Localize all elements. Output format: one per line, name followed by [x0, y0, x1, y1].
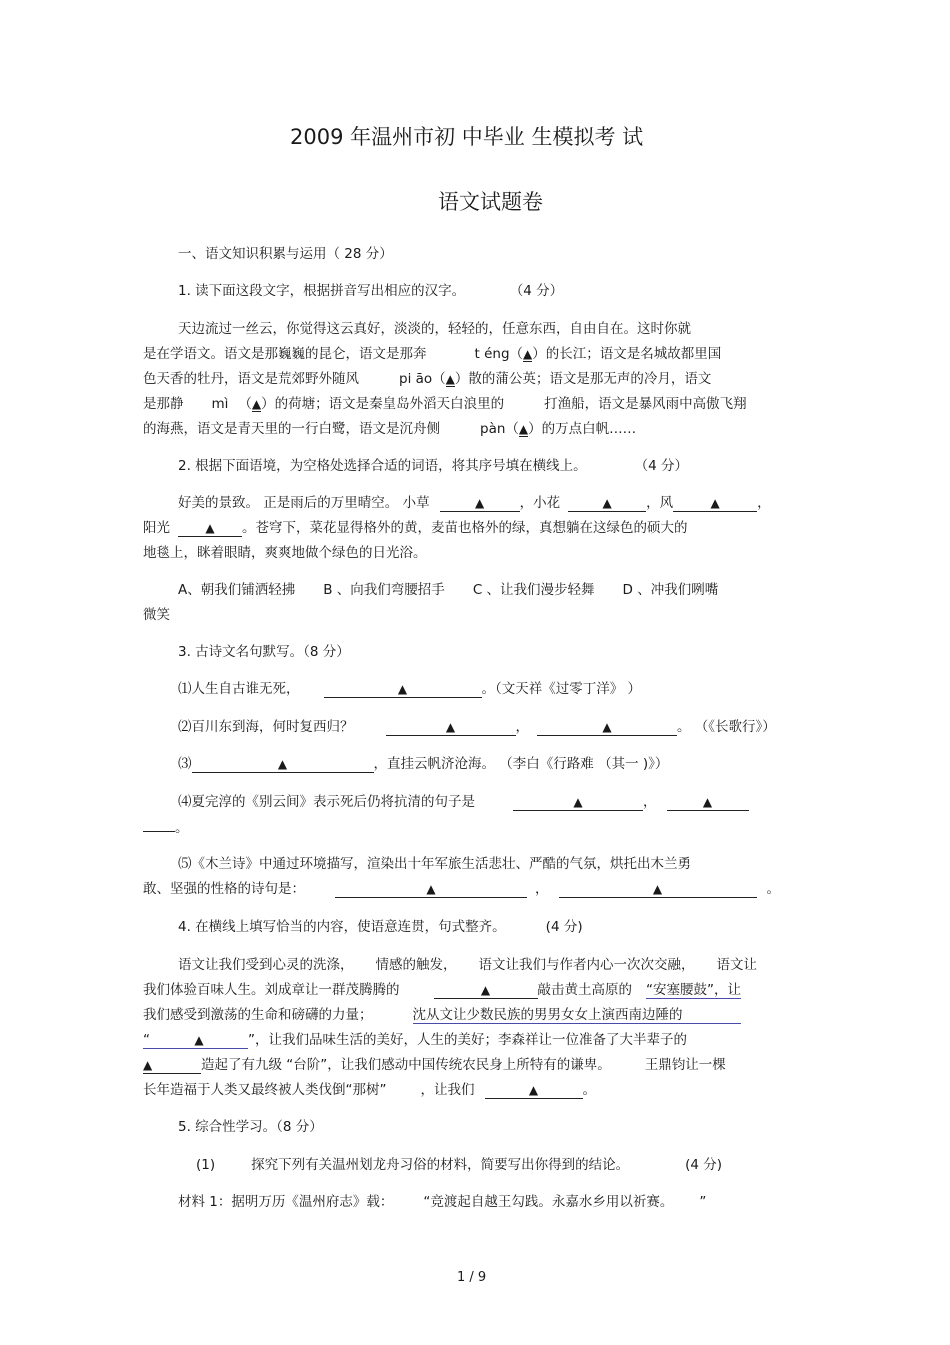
- q4-line-3: 我们感受到激荡的生命和磅礴的力量； 沈从文让少数民族的男男女女上演西南边陲的: [143, 1006, 741, 1024]
- q5-material-1: 材料 1：据明万历《温州府志》载： “竞渡起自越王勾践。永嘉水乡用以祈赛。 ”: [178, 1194, 707, 1210]
- fill-blank[interactable]: ▲: [386, 720, 516, 736]
- q2-line-2: 阳光 ▲ 。苍穹下，菜花显得格外的黄，麦苗也格外的绿，真想躺在这绿色的硕大的: [143, 520, 688, 536]
- fill-blank[interactable]: ▲: [178, 521, 242, 537]
- q1-stem-text: 1. 读下面这段文字，根据拼音写出相应的汉字。: [178, 283, 466, 299]
- q3-item-4: ⑷夏完淳的《别云间》表示死后仍将抗清的句子是 ▲ ， ▲: [178, 793, 749, 811]
- q3-item-5-cont: 敢、坚强的性格的诗句是： ▲ ， ▲ 。: [143, 881, 780, 897]
- option-d-cont: 微笑: [143, 607, 170, 623]
- fill-blank[interactable]: ▲: [559, 882, 757, 898]
- q5-sub-1-score: (4 分): [685, 1157, 723, 1173]
- question-5-stem: 5. 综合性学习。（8 分）: [178, 1119, 323, 1135]
- fill-blank[interactable]: ▲: [150, 1033, 248, 1049]
- q1-line-1: 天边流过一丝云，你觉得这云真好，淡淡的，轻轻的，任意东西，自由自在。这时你就: [178, 321, 691, 337]
- q5-sub-1: (1) 探究下列有关温州划龙舟习俗的材料，简要写出你得到的结论。 (4 分): [196, 1157, 723, 1173]
- pinyin-4: pàn: [480, 421, 506, 437]
- q3-item-4-cont: 。: [143, 819, 189, 837]
- q1-line-2: 是在学语文。语文是那巍巍的昆仑，语文是那奔 t éng（▲）的长江；语文是名城故都里国: [143, 346, 722, 362]
- pinyin-1: t éng: [474, 346, 510, 362]
- fill-blank[interactable]: ▲: [335, 882, 527, 898]
- pinyin-2: pi āo: [399, 371, 433, 387]
- option-c: C 、让我们漫步轻舞: [472, 582, 595, 598]
- fill-blank[interactable]: ▲: [673, 496, 757, 512]
- fill-blank[interactable]: ▲: [143, 1058, 201, 1074]
- fill-blank[interactable]: ▲: [485, 1083, 583, 1099]
- q3-item-3: ⑶ ▲ ，直挂云帆济沧海。 （李白《行路难 （其一 )》）: [178, 756, 669, 772]
- question-2-stem: 2. 根据下面语境，为空格处选择合适的词语，将其序号填在横线上。 （4 分）: [178, 458, 689, 474]
- q4-line-6: 长年造福于人类又最终被人类伐倒“那树” ，让我们 ▲ 。: [143, 1082, 596, 1098]
- q1-score: （4 分）: [509, 283, 564, 299]
- q4-line-4: “ ▲ ”，让我们品味生活的美好，人生的美好；李森祥让一位准备了大半辈子的: [143, 1032, 687, 1048]
- q2-score: （4 分）: [634, 458, 689, 474]
- fill-blank[interactable]: ▲: [440, 496, 520, 512]
- q2-line-3: 地毯上，眯着眼睛，爽爽地做个绿色的日光浴。: [143, 545, 427, 561]
- option-b: B 、向我们弯腰招手: [323, 582, 445, 598]
- question-3-stem: 3. 古诗文名句默写。（8 分）: [178, 644, 350, 660]
- page-number: 1 / 9: [457, 1270, 487, 1285]
- q1-line-5: 的海燕，语文是青天里的一行白鹭，语文是沉舟侧 pàn（▲）的万点白帆……: [143, 421, 637, 437]
- fill-blank[interactable]: ▲: [518, 422, 529, 436]
- fill-blank[interactable]: ▲: [667, 795, 749, 811]
- question-4-stem: 4. 在横线上填写恰当的内容，使语意连贯，句式整齐。 (4 分): [178, 919, 583, 935]
- q2-line-1: 好美的景致。 正是雨后的万里晴空。 小草 ▲ ，小花 ▲ ，风 ▲ ，: [178, 495, 771, 511]
- q1-line-4: 是那静 mì （▲）的荷塘；语文是秦皇岛外滔天白浪里的 打渔船，语文是暴风雨中高傲飞翔: [143, 396, 747, 412]
- q2-options: [178, 581, 718, 599]
- q4-line-2: 我们体验百味人生。刘成章让一群茂腾腾的 ▲ 敲击黄土高原的 “安塞腰鼓”，让: [143, 982, 741, 998]
- option-a: A、朝我们铺洒轻拂: [178, 582, 296, 598]
- q4-line-5: ▲ 造起了有九级 “台阶”，让我们感动中国传统农民身上所特有的谦卑。 王鼎钧让一棵: [143, 1057, 726, 1073]
- q4-line-1: 语文让我们受到心灵的洗涤， 情感的触发， 语文让我们与作者内心一次次交融， 语文让: [178, 957, 757, 973]
- fill-blank[interactable]: ▲: [445, 372, 455, 386]
- q1-line-3: 色天香的牡丹，语文是荒郊野外随风 pi āo（▲）散的蒲公英；语文是那无声的冷月，语文: [143, 371, 712, 387]
- q3-item-1: ⑴人生自古谁无死， ▲ 。（文天祥《过零丁洋》 ）: [178, 681, 642, 697]
- section-heading: 一、语文知识积累与运用（ 28 分）: [178, 246, 393, 262]
- q3-item-2: ⑵百川东到海，何时复西归？ ▲ ， ▲ 。 （《长歌行》）: [178, 719, 776, 735]
- fill-blank[interactable]: ▲: [434, 983, 538, 999]
- fill-blank[interactable]: ▲: [513, 795, 643, 811]
- question-1-stem: [178, 282, 563, 300]
- fill-blank-cont[interactable]: [143, 831, 175, 832]
- fill-blank[interactable]: ▲: [568, 496, 646, 512]
- pinyin-3: mì: [211, 396, 229, 412]
- page-title: 2009 年温州市初 中毕业 生模拟考 试: [290, 125, 644, 149]
- fill-blank[interactable]: ▲: [324, 682, 482, 698]
- page-subtitle: 语文试题卷: [438, 190, 543, 214]
- q4-score: (4 分): [545, 919, 583, 935]
- fill-blank[interactable]: ▲: [192, 757, 374, 773]
- q3-item-5: ⑸《木兰诗》中通过环境描写，渲染出十年军旅生活悲壮、严酷的气氛，烘托出木兰勇: [178, 856, 691, 872]
- fill-blank[interactable]: ▲: [251, 397, 262, 411]
- option-d: D 、冲我们咧嘴: [622, 582, 719, 598]
- underlined-example: 沈从文让少数民族的男男女女上演西南边陲的: [413, 1007, 741, 1024]
- fill-blank[interactable]: ▲: [537, 720, 677, 736]
- fill-blank[interactable]: ▲: [523, 347, 533, 361]
